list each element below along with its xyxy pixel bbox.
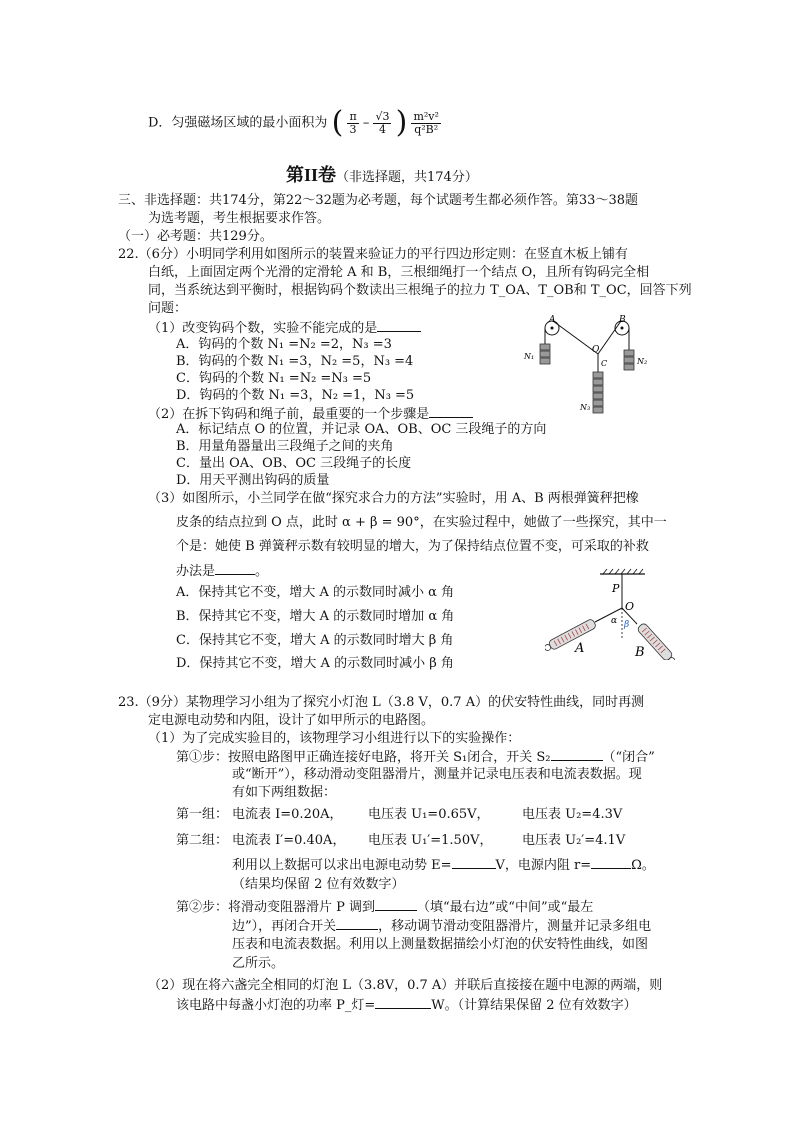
q22-p2-option-a: A．标记结点 O 的位置，并记录 OA、OB、OC 三段绳子的方向 [176, 422, 547, 437]
q23-step-1-a: 第①步：按照电路图甲正确连接好电路，将开关 S₁闭合，开关 S₂ （“闭合” [176, 750, 655, 765]
q22-p3-option-d: D．保持其它不变，增大 A 的示数同时减小 β 角 [176, 656, 454, 671]
option-d-formula [148, 105, 441, 140]
label-alpha: α [611, 616, 618, 626]
q22-part-3-line-2: 皮条的结点拉到 O 点，此时 α + β = 90°，在实验过程中，她做了一些探究，其中一 [176, 515, 667, 530]
intro-line-1: 三、非选择题：共174分，第22～32题为必考题，每个试题考生都必须作答。第33～38题 [118, 193, 638, 208]
q22-part-3-line-4: 办法是 。 [176, 564, 269, 579]
label-beta: β [624, 620, 630, 630]
label-n1: N₁ [524, 352, 535, 361]
q22-p2-option-c: C．量出 OA、OB、OC 三段绳子的长度 [176, 456, 412, 471]
q22-p2-option-d: D．用天平测出钩码的质量 [176, 473, 330, 488]
q23-group-2-u1: 电压表 U₁′=1.50V， [368, 833, 493, 848]
q23-group-2-current: 电流表 I′=0.40A， [232, 833, 346, 848]
q23-step-1-b: 或“断开”），移动滑动变阻器滑片，测量并记录电压表和电流表数据。现 [232, 767, 642, 782]
q22-p1-option-d: D．钩码的个数 N₁ =3，N₂ =1，N₃ =5 [176, 388, 415, 403]
q22-line-1: 22.（6分）小明同学利用如图所示的装置来验证力的平行四边形定则：在竖直木板上铺有 [118, 247, 628, 262]
answer-blank[interactable] [377, 319, 421, 332]
q23-group-2-label: 第二组： [176, 833, 229, 848]
q23-group-2-u2: 电压表 U₂′=4.1V [522, 833, 626, 848]
paren-right: ) [395, 105, 408, 140]
label-a2: A [575, 641, 585, 656]
q22-p1-option-a: A．钩码的个数 N₁ =N₂ =2，N₃ =3 [176, 337, 392, 352]
q23-step-2-d: 乙所示。 [232, 956, 285, 971]
answer-blank[interactable] [375, 898, 417, 911]
q22-p3-option-a: A．保持其它不变，增大 A 的示数同时减小 α 角 [176, 585, 455, 600]
q23-step-2-b: 边”），再闭合开关 ，移动调节滑动变阻器滑片，测量并记录多组电 [232, 919, 652, 934]
label-c: C [601, 359, 608, 368]
q23-step-2-a: 第②步：将滑动变阻器滑片 P 调到 （填“最右边”或“中间”或“最左 [176, 900, 594, 915]
answer-blank[interactable] [375, 996, 431, 1009]
pulley-diagram [522, 314, 657, 419]
intro-line-2: 为选考题，考生根据要求作答。 [148, 211, 331, 226]
fraction-pi-3: $\frac{\pi}{3}$ [349, 109, 357, 136]
q22-line-4: 问题： [148, 301, 188, 316]
q22-part-2: （2）在拆下钩码和绳子前，最重要的一个步骤是 [148, 405, 473, 423]
answer-blank[interactable] [591, 856, 631, 869]
q22-part-1: （1）改变钩码个数，实验不能完成的是 [148, 319, 421, 337]
label-o: O [592, 345, 600, 355]
intro-line-3: （一）必考题：共129分。 [118, 229, 273, 244]
q23-group-1-label: 第一组： [176, 807, 229, 822]
q23-step-1-c: 有如下两组数据： [232, 785, 337, 800]
q23-calc-line: 利用以上数据可以求出电源电动势 E= V，电源内阻 r= Ω。 [232, 858, 655, 873]
q23-group-1-u1: 电压表 U₁=0.65V， [368, 807, 490, 822]
label-p: P [612, 582, 620, 595]
q22-part-3-line-3: 个是：她使 B 弹簧秤示数有较明显的增大，为了保持结点位置不变，可采取的补救 [176, 539, 649, 554]
q23-part-2-line-2: 该电路中每盏小灯泡的功率 P_灯= W。（计算结果保留 2 位有效数字） [176, 998, 637, 1013]
paren-left: ( [331, 105, 344, 140]
answer-blank[interactable] [215, 562, 255, 575]
q22-p3-option-c: C．保持其它不变，增大 A 的示数同时增大 β 角 [176, 633, 454, 648]
fraction-sqrt3-4: $\frac{√3}{4}$ [375, 109, 390, 136]
weights-n2-icon [624, 350, 634, 370]
q22-part-3-line-1: （3）如图所示，小兰同学在做“探究求合力的方法”实验时，用 A、B 两根弹簧秤把橡 [148, 491, 639, 506]
spring-balance-diagram [545, 568, 695, 660]
q23-part-2-line-1: （2）现在将六盏完全相同的灯泡 L（3.8V，0.7 A）并联后直接接在题中电源的两端，则 [148, 978, 663, 993]
label-b: B [619, 315, 626, 325]
label-n2: N₂ [637, 357, 648, 366]
answer-blank[interactable] [429, 405, 473, 418]
label-b2: B [635, 645, 645, 660]
q23-step-2-c: 压表和电流表数据。利用以上测量数据描绘小灯泡的伏安特性曲线，如图 [232, 937, 649, 952]
q22-p2-option-b: B．用量角器量出三段绳子之间的夹角 [176, 439, 394, 454]
q23-line-2: 定电源电动势和内阻，设计了如甲所示的电路图。 [148, 713, 435, 728]
q22-p3-option-b: B．保持其它不变，增大 A 的示数同时增加 α 角 [176, 609, 455, 624]
label-a: A [549, 315, 556, 325]
q23-group-1-current: 电流表 I=0.20A， [232, 807, 343, 822]
answer-blank[interactable] [336, 917, 378, 930]
label-n3: N₃ [580, 403, 591, 412]
q22-p1-option-b: B．钩码的个数 N₁ =3，N₂ =5，N₃ =4 [176, 354, 414, 369]
minus-sign: – [362, 115, 370, 131]
answer-blank[interactable] [452, 856, 496, 869]
q22-line-3: 同，当系统达到平衡时，根据钩码个数读出三根绳子的拉力 T_OA、T_OB和 T_OC，回答下列 [148, 283, 692, 298]
section-title: 第II卷（非选择题，共174分） [286, 165, 478, 185]
q23-group-1-u2: 电压表 U₂=4.3V [522, 807, 623, 822]
answer-blank[interactable] [551, 748, 603, 761]
weights-n3-icon [593, 372, 603, 413]
label-o2: O [625, 600, 635, 613]
spring-balance-a-icon [545, 618, 597, 653]
weights-n1-icon [540, 344, 550, 364]
q23-part-1: （1）为了完成实验目的，该物理学习小组进行以下的实验操作： [148, 731, 521, 746]
q22-p1-option-c: C．钩码的个数 N₁ =N₂ =N₃ =5 [176, 371, 372, 386]
q23-note: （结果均保留 2 位有效数字） [232, 877, 405, 892]
option-d-text: D．匀强磁场区域的最小面积为 [148, 115, 328, 131]
fraction-m2v2-q2b2: $\frac{\text{m²v²}}{\text{q²B²}}$ [413, 109, 439, 136]
q22-line-2: 白纸，上面固定两个光滑的定滑轮 A 和 B，三根细绳打一个结点 O，且所有钩码完全相 [148, 265, 650, 280]
q23-line-1: 23.（9分）某物理学习小组为了探究小灯泡 L（3.8 V，0.7 A）的伏安特性曲线，同时再测 [118, 695, 645, 710]
